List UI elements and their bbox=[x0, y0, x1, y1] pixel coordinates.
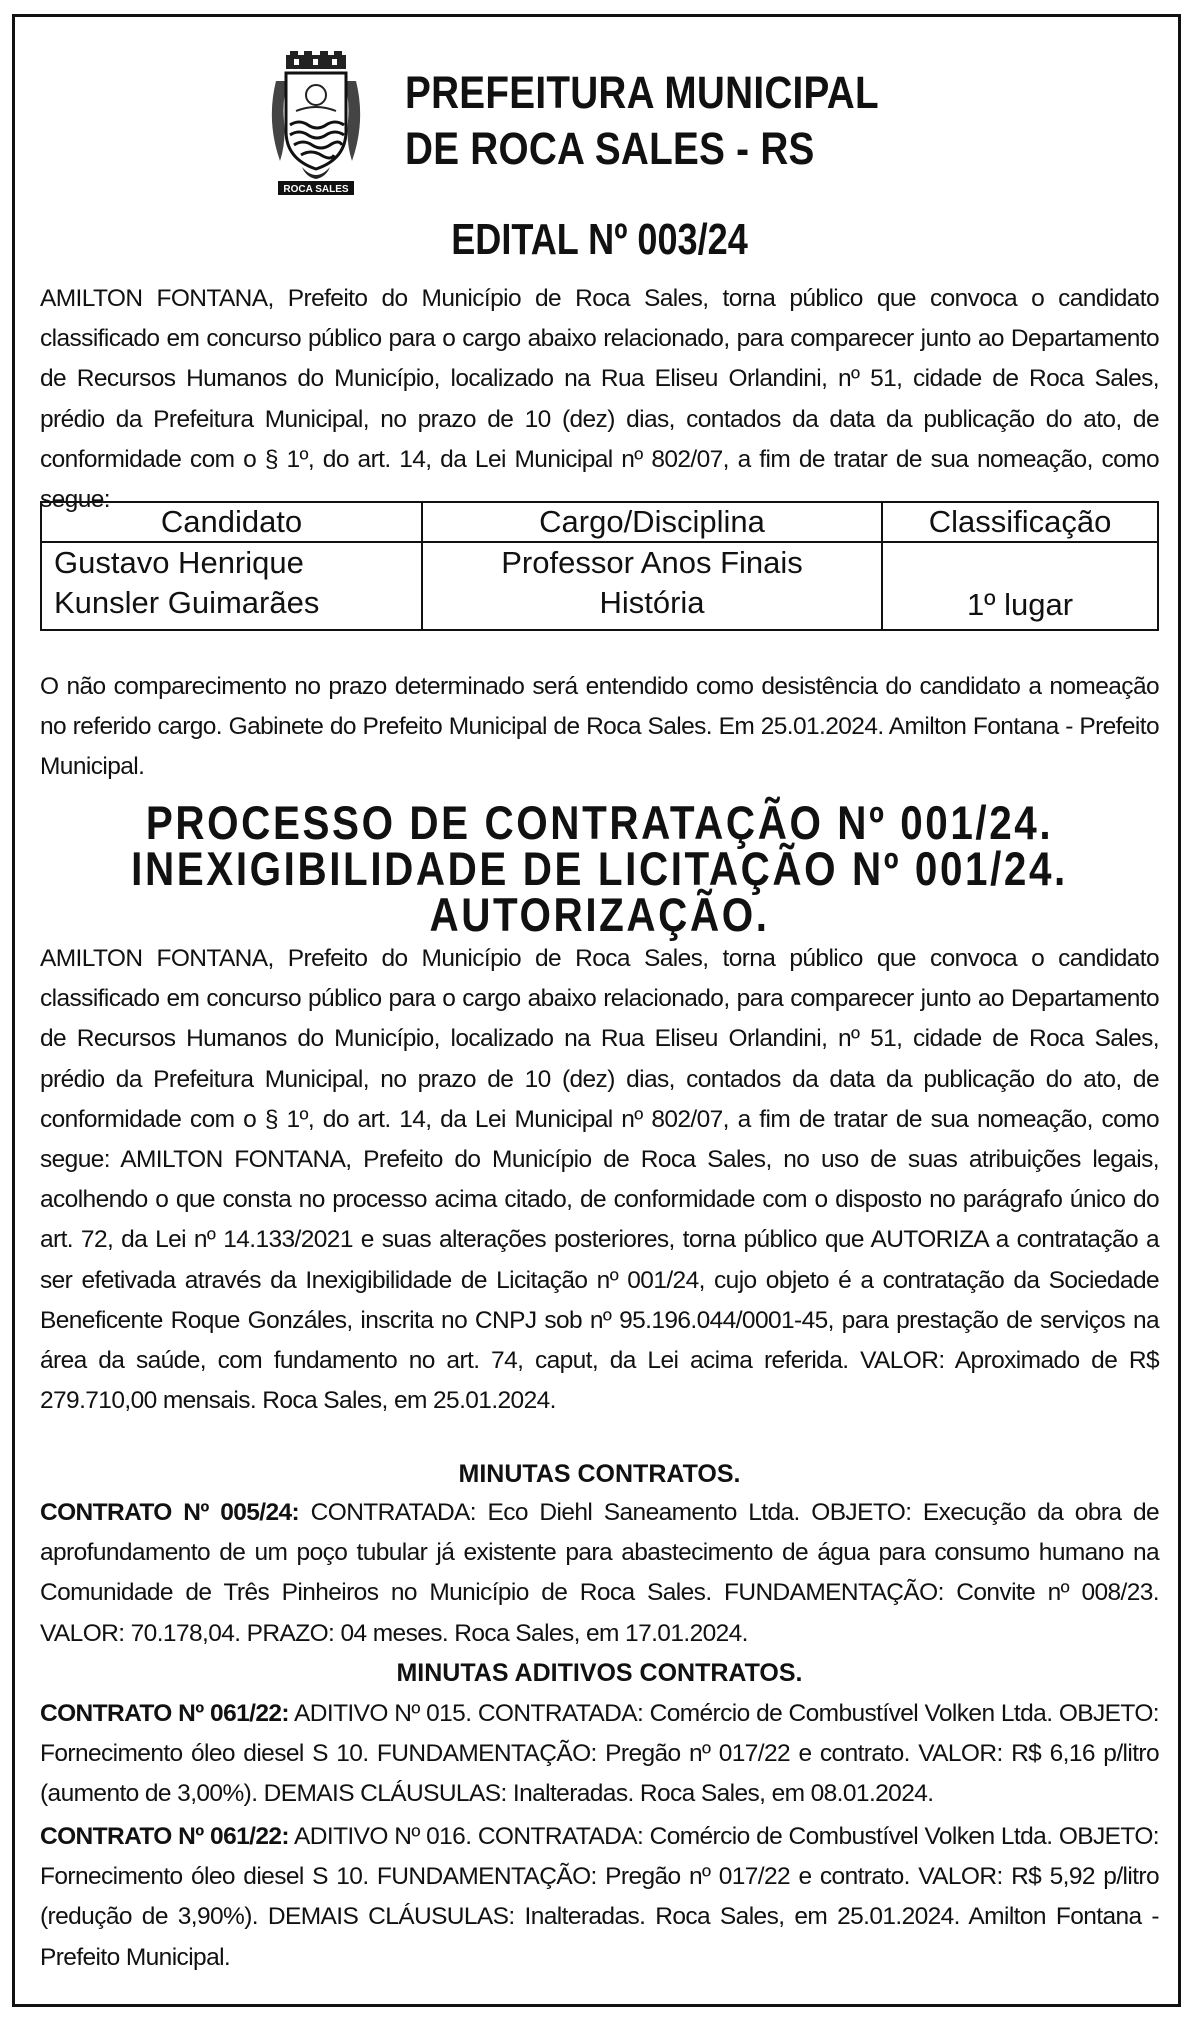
contrato-005-text: CONTRATADA: Eco Diehl Saneamento Ltda. OBJETO: Execução da obra de aprofundamento de um poço tubular já existente para abastecimento de água para consumo humano na Comunidade de Três Pinheiros no Município de Roca Sales. FUNDAMENTAÇÃO: Convite nº 008/23. VALOR: 70.178,04. PRAZO: 04 meses. Roca Sales, em 17.01.2024. bbox=[40, 1499, 1159, 1647]
edital-title: EDITAL Nº 003/24 bbox=[451, 215, 748, 264]
organization-title bbox=[405, 65, 879, 177]
organization-title-line2: DE ROCA SALES - RS bbox=[405, 123, 815, 174]
aditivo-016-paragraph bbox=[40, 1817, 1159, 1978]
table-header-candidato: Candidato bbox=[41, 502, 422, 542]
processo-title-line1: PROCESSO DE CONTRATAÇÃO Nº 001/24. bbox=[145, 796, 1054, 849]
processo-title-line2: INEXIGIBILIDADE DE LICITAÇÃO Nº 001/24. bbox=[131, 842, 1068, 895]
candidate-table bbox=[40, 501, 1159, 631]
candidato-line2: Kunsler Guimarães bbox=[54, 585, 320, 620]
edital-closing-paragraph: O não comparecimento no prazo determinado será entendido como desistência do candidato a nomeação no referido cargo. Gabinete do Prefeito Municipal de Roca Sales. Em 25.01.2024. Amilton Fontana - Prefeito Municipal. bbox=[40, 673, 1159, 781]
cargo-line1: Professor Anos Finais bbox=[501, 545, 803, 580]
processo-title bbox=[118, 796, 1080, 941]
organization-title-line1: PREFEITURA MUNICIPAL bbox=[405, 67, 879, 118]
aditivo-015-text: ADITIVO Nº 015. CONTRATADA: Comércio de Combustível Volken Ltda. OBJETO: Fornecimento óleo diesel S 10. FUNDAMENTAÇÃO: Pregão nº 017/22 e contrato. VALOR: R$ 6,16 p/litro (aumento de 3,00%). DEMAIS CLÁUSULAS: Inalteradas. Roca Sales, em 08.01.2024. bbox=[40, 1700, 1159, 1808]
contrato-005-lead: CONTRATO Nº 005/24: bbox=[40, 1499, 300, 1526]
aditivo-016-lead: CONTRATO Nº 061/22: bbox=[40, 1823, 289, 1850]
aditivo-016-text: ADITIVO Nº 016. CONTRATADA: Comércio de Combustível Volken Ltda. OBJETO: Fornecimento óleo diesel S 10. FUNDAMENTAÇÃO: Pregão nº 017/22 e contrato. VALOR: R$ 5,92 p/litro (redução de 3,90%). DEMAIS CLÁUSULAS: Inalteradas. Roca Sales, em 25.01.2024. Amilton Fontana - Prefeito Municipal. bbox=[40, 1823, 1159, 1971]
svg-text:ROCA SALES: ROCA SALES bbox=[283, 184, 349, 195]
processo-title-line3: AUTORIZAÇÃO. bbox=[429, 888, 770, 941]
notice-content bbox=[40, 17, 1159, 1971]
aditivo-015-paragraph bbox=[40, 1694, 1159, 1815]
processo-body-paragraph: AMILTON FONTANA, Prefeito do Município de Roca Sales, torna público que convoca o candidato classificado em concurso público para o cargo abaixo relacionado, para comparecer junto ao Departamento de Recursos Humanos do Município, localizado na Rua Eliseu Orlandini, nº 51, cidade de Roca Sales, prédio da Prefeitura Municipal, no prazo de 10 (dez) dias, contados da data da publicação do ato, de conformidade com o § 1º, do art. 14, da Lei Municipal nº 802/07, a fim de tratar de sua nomeação, como segue: AMILTON FONTANA, Prefeito do Município de Roca Sales, no uso de suas atribuições legais, acolhendo o que consta no processo acima citado, de conformidade com o disposto no parágrafo único do art. 72, da Lei nº 14.133/2021 e suas alterações posteriores, torna público que AUTORIZA a contratação a ser efetivada através da Inexigibilidade de Licitação nº 001/24, cujo objeto é a contratação da Sociedade Beneficente Roque Gonzáles, inscrita no CNPJ sob nº 95.196.044/0001-45, para prestação de serviços na área da saúde, com fundamento no art. 74, caput, da Lei acima referida. VALOR: Aproximado de R$ 279.710,00 mensais. Roca Sales, em 25.01.2024. bbox=[40, 945, 1159, 1415]
minutas-aditivos-title: MINUTAS ADITIVOS CONTRATOS. bbox=[396, 1659, 803, 1687]
table-cell-candidato bbox=[41, 542, 422, 630]
aditivo-015-lead: CONTRATO Nº 061/22: bbox=[40, 1700, 289, 1727]
notice-frame bbox=[12, 14, 1181, 2007]
table-row bbox=[41, 542, 1158, 630]
table-header-cargo: Cargo/Disciplina bbox=[422, 502, 882, 542]
header bbox=[40, 17, 1159, 195]
candidato-line1: Gustavo Henrique bbox=[54, 545, 304, 580]
table-cell-classificacao: 1º lugar bbox=[882, 542, 1158, 630]
edital-intro-paragraph: AMILTON FONTANA, Prefeito do Município de Roca Sales, torna público que convoca o candidato classificado em concurso público para o cargo abaixo relacionado, para comparecer junto ao Departamento de Recursos Humanos do Município, localizado na Rua Eliseu Orlandini, nº 51, cidade de Roca Sales, prédio da Prefeitura Municipal, no prazo de 10 (dez) dias, contados da data da publicação do ato, de conformidade com o § 1º, do art. 14, da Lei Municipal nº 802/07, a fim de tratar de sua nomeação, como segue: bbox=[40, 285, 1159, 514]
cargo-line2: História bbox=[599, 585, 705, 620]
table-header-classificacao: Classificação bbox=[882, 502, 1158, 542]
municipal-coat-of-arms-icon bbox=[266, 51, 366, 199]
minutas-contratos-title: MINUTAS CONTRATOS. bbox=[458, 1460, 741, 1488]
contrato-005-paragraph bbox=[40, 1493, 1159, 1654]
table-header-row bbox=[41, 502, 1158, 542]
table-cell-cargo bbox=[422, 542, 882, 630]
